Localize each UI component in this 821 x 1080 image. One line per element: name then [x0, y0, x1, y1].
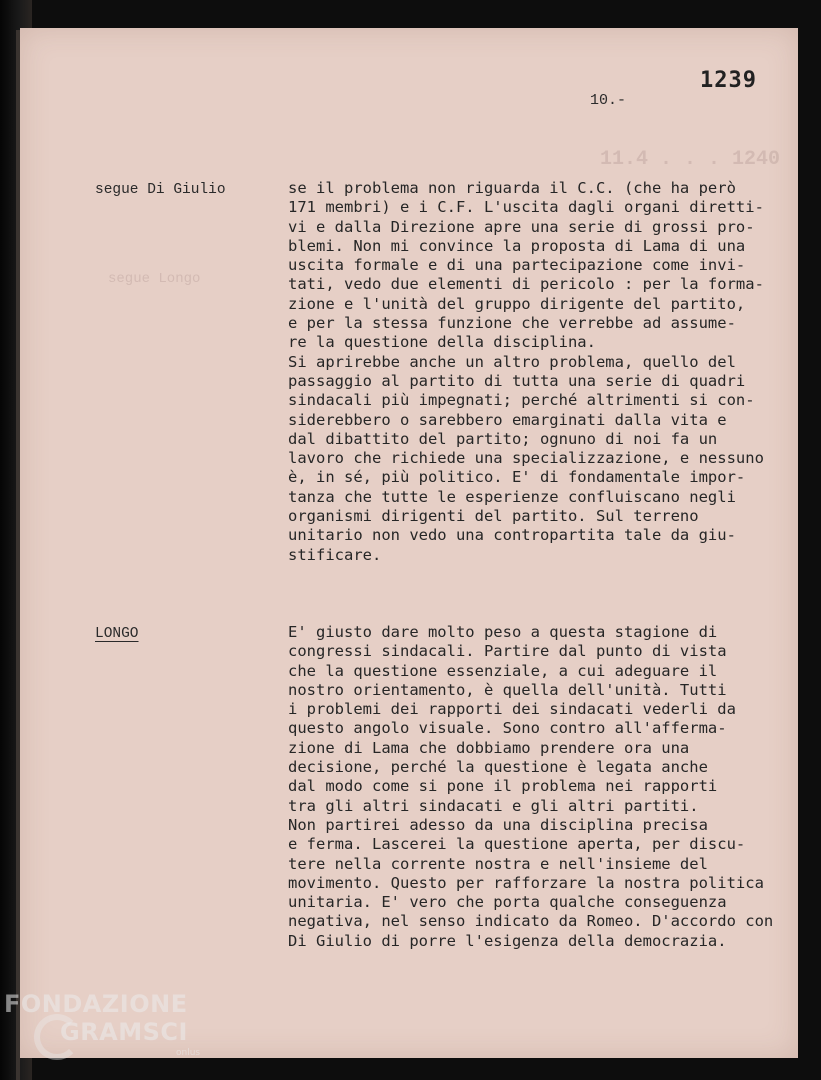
bleed-through-number: 11.4 . . . 1240	[600, 148, 781, 171]
speaker-label: LONGO	[95, 626, 139, 642]
fondazione-gramsci-logo	[4, 990, 224, 1070]
speaker-label: segue Di Giulio	[95, 182, 226, 198]
speech-text: E' giusto dare molto peso a questa stagione di congressi sindacali. Partire dal punto di vista che la questione essenziale, a cui adeguare il nostro orientamento, è quella dell'unità. Tutti i problemi dei rapporti dei sindacati vederli da questo angolo visuale. Sono contro all'afferma- zione di Lama che dobbiamo prendere ora una decisione, perché la questione è legata anche dal modo come si pone il problema nei rapporti tra gli altri sindacati e gli altri partiti. Non partirei adesso da una disciplina precisa e ferma. Lascerei la questione aperta, per discu- tere nella corrente nostra e nell'insieme del movimento. Questo per rafforzare la nostra politica unitaria. E' vero che porta qualche conseguenza negativa, nel senso indicato da Romeo. D'accordo con Di Giulio di porre l'esigenza della democrazia.	[288, 623, 774, 950]
logo-line-3: onlus	[176, 1048, 201, 1058]
logo-line-1: FONDAZIONE	[4, 990, 188, 1018]
logo-line-2: GRAMSCI	[60, 1018, 188, 1046]
sheet-number: 10.-	[590, 92, 627, 109]
bleed-through-speaker: segue Longo	[108, 271, 201, 287]
speech-text: se il problema non riguarda il C.C. (che ha però 171 membri) e i C.F. L'uscita dagli organi diretti- vi e dalla Direzione apre una serie di grossi pro- blemi. Non mi convince la proposta di Lama di una uscita formale e di una partecipazione come invi- tati, vedo due elementi di pericolo : per la forma- zione e l'unità del gruppo dirigente del partito, e per la stessa funzione che verrebbe ad assume- re la questione della disciplina. Si aprirebbe anche un altro problema, quello del passaggio al partito di tutta una serie di quadri sindacali più impegnati; perché altrimenti si con- siderebbero o sarebbero emarginati dalla vita e dal dibattito del partito; ognuno di noi fa un lavoro che richiede una specializzazione, e nessuno è, in sé, più politico. E' di fondamentale impor- tanza che tutte le esperienze confluiscano negli organismi dirigenti del partito. Sul terreno unitario non vedo una contropartita tale da giu- stificare.	[288, 179, 764, 564]
page-number: 1239	[700, 68, 757, 93]
